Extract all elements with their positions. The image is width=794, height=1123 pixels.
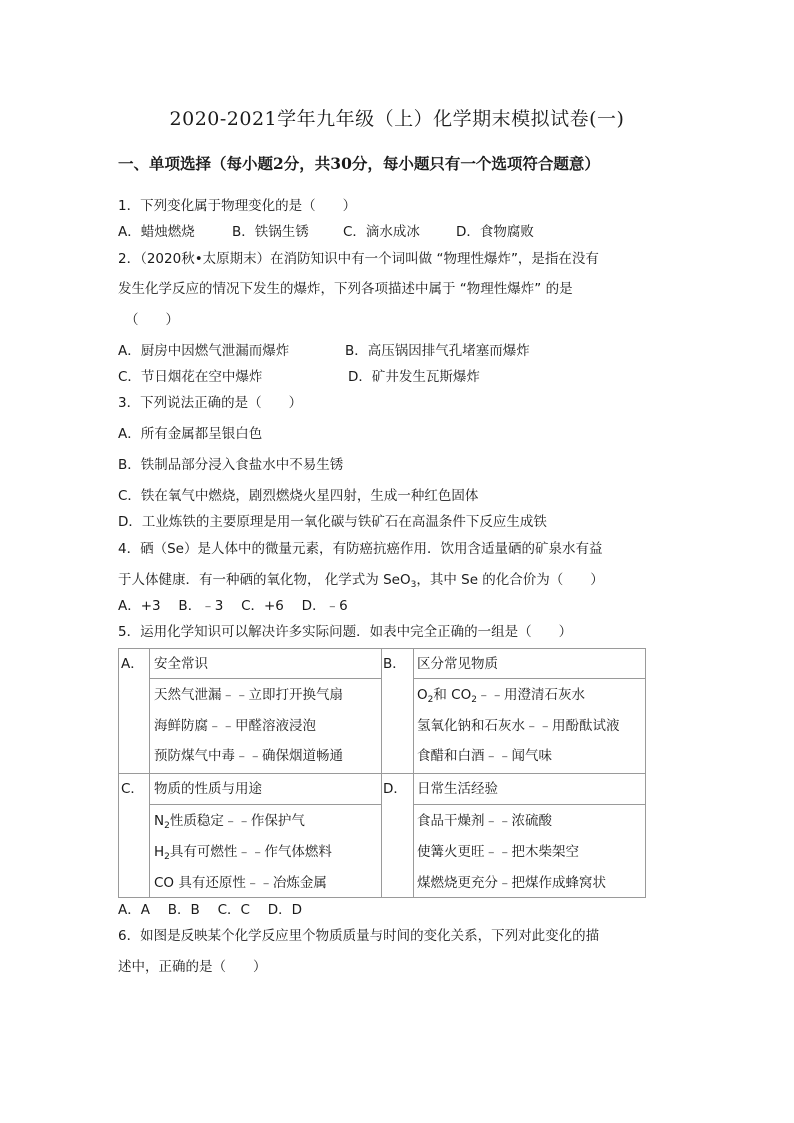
q4-options: A．+3 B．﹣3 C．+6 D．﹣6 xyxy=(118,598,348,614)
table-a-item: 海鲜防腐﹣﹣甲醛溶液浸泡 xyxy=(154,718,316,734)
table-divider xyxy=(413,804,646,805)
table-d-item: 煤燃烧更充分﹣把煤作成蜂窝状 xyxy=(417,875,606,891)
q1-option-b: B．铁锅生锈 xyxy=(232,224,309,240)
table-divider xyxy=(149,678,381,679)
table-a-item: 天然气泄漏﹣﹣立即打开换气扇 xyxy=(154,687,343,703)
table-b-letter: B． xyxy=(383,656,406,672)
question-6-stem-line2: 述中，正确的是（ ） xyxy=(118,959,267,975)
q1-option-c: C．滴水成冰 xyxy=(343,224,420,240)
question-5-stem: 5．运用化学知识可以解决许多实际问题．如表中完全正确的一组是（ ） xyxy=(118,624,573,640)
table-a-heading: 安全常识 xyxy=(154,656,208,672)
q2-option-d: D．矿井发生瓦斯爆炸 xyxy=(348,369,480,385)
question-2-stem-line3: （ ） xyxy=(125,312,179,328)
q2-option-b: B．高压锅因排气孔堵塞而爆炸 xyxy=(345,343,530,359)
q3-option-c: C．铁在氧气中燃烧，剧烈燃烧火星四射，生成一种红色固体 xyxy=(118,488,479,504)
question-4-stem-line2: 于人体健康．有一种硒的氧化物， 化学式为 SeO$_3$，其中 Se 的化合价为（ ） xyxy=(118,572,604,590)
q3-option-a: A．所有金属都呈银白色 xyxy=(118,426,263,442)
table-divider xyxy=(413,678,646,679)
table-c-item: CO 具有还原性﹣﹣冶炼金属 xyxy=(154,875,327,891)
table-c-item: $H_2$具有可燃性﹣﹣作气体燃料 xyxy=(154,844,332,862)
question-1-stem: 1．下列变化属于物理变化的是（ ） xyxy=(118,198,357,214)
q5-table xyxy=(118,648,646,898)
table-d-heading: 日常生活经验 xyxy=(417,781,498,797)
table-divider xyxy=(119,773,645,774)
q5-options: A．A B．B C．C D．D xyxy=(118,902,303,918)
table-d-letter: D． xyxy=(383,781,407,797)
q1-option-a: A．蜡烛燃烧 xyxy=(118,224,195,240)
q2-option-c: C．节日烟花在空中爆炸 xyxy=(118,369,263,385)
question-2-stem-line1: 2．（2020秋•太原期末）在消防知识中有一个词叫做 “物理性爆炸”，是指在没有 xyxy=(118,251,599,267)
question-2-stem-line2: 发生化学反应的情况下发生的爆炸，下列各项描述中属于 “物理性爆炸” 的是 xyxy=(118,281,573,297)
table-d-item: 食品干燥剂﹣﹣浓硫酸 xyxy=(417,813,552,829)
question-6-stem-line1: 6．如图是反映某个化学反应里个物质质量与时间的变化关系，下列对此变化的描 xyxy=(118,928,600,944)
table-d-item: 使篝火更旺﹣﹣把木柴架空 xyxy=(417,844,579,860)
table-b-heading: 区分常见物质 xyxy=(417,656,498,672)
q3-option-b: B．铁制品部分浸入食盐水中不易生锈 xyxy=(118,457,344,473)
table-b-item: $O_2$和 $CO_2﹣﹣$用澄清石灰水 xyxy=(417,687,585,705)
exam-title: 2020-2021学年九年级（上）化学期末模拟试卷(一) xyxy=(169,108,625,130)
table-c-item: $N_2$性质稳定﹣﹣作保护气 xyxy=(154,813,305,831)
table-a-item: 预防煤气中毒﹣﹣确保烟道畅通 xyxy=(154,748,343,764)
q2-option-a: A．厨房中因燃气泄漏而爆炸 xyxy=(118,343,290,359)
question-4-stem-line1: 4．硒（Se）是人体中的微量元素，有防癌抗癌作用．饮用含适量硒的矿泉水有益 xyxy=(118,541,603,557)
question-3-stem: 3．下列说法正确的是（ ） xyxy=(118,395,303,411)
table-b-item: 食醋和白酒﹣﹣闻气味 xyxy=(417,748,552,764)
table-divider xyxy=(149,804,381,805)
table-c-heading: 物质的性质与用途 xyxy=(154,781,262,797)
q3-option-d: D．工业炼铁的主要原理是用一氧化碳与铁矿石在高温条件下反应生成铁 xyxy=(118,514,547,530)
table-b-item: 氢氧化钠和石灰水﹣﹣用酚酞试液 xyxy=(417,718,620,734)
section-heading: 一、单项选择（每小题2分，共30分，每小题只有一个选项符合题意） xyxy=(118,154,600,173)
table-a-letter: A． xyxy=(121,656,144,672)
q1-option-d: D．食物腐败 xyxy=(456,224,534,240)
table-c-letter: C． xyxy=(121,781,144,797)
